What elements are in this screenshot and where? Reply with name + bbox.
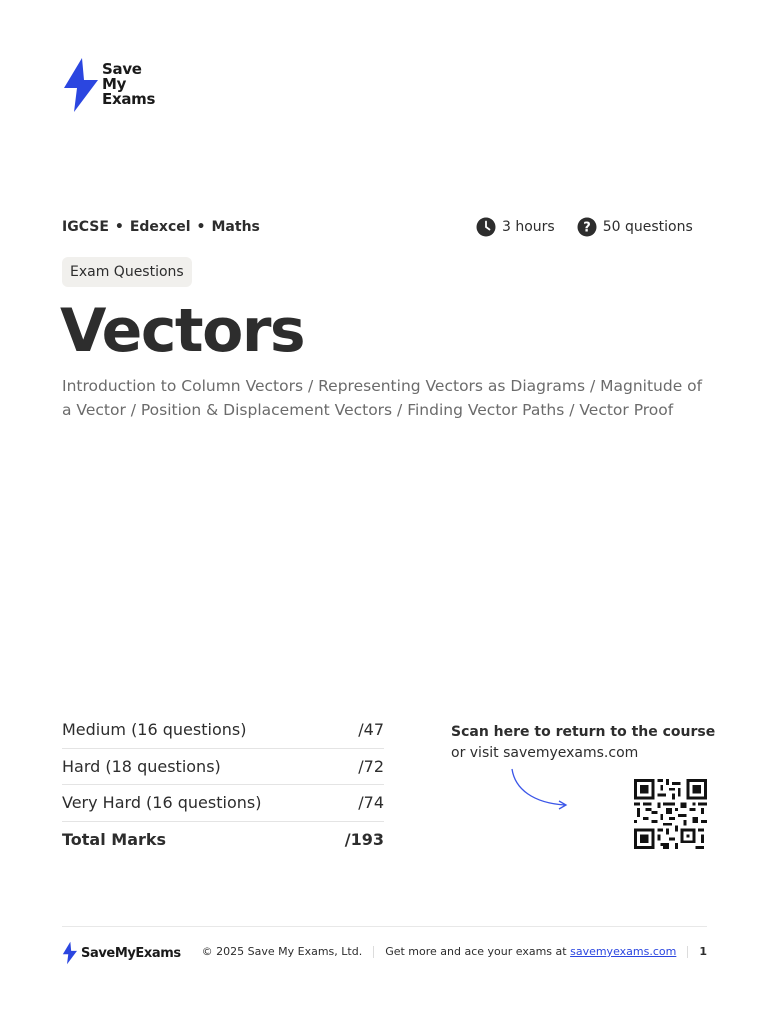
topic-list: Introduction to Column Vectors / Representing Vectors as Diagrams / Magnitude of a Vector / Position & Displacement Vectors / Finding Vector Paths / Vector Proof bbox=[62, 377, 703, 419]
curved-arrow-icon bbox=[505, 765, 575, 815]
footer-info bbox=[202, 945, 707, 958]
footer-logo-text: SaveMyExams bbox=[81, 945, 181, 961]
marks-row-value: /72 bbox=[358, 756, 384, 776]
course-breadcrumb bbox=[62, 219, 260, 235]
question-icon bbox=[577, 217, 597, 237]
brand-logo bbox=[62, 58, 182, 114]
separator-dot: • bbox=[114, 219, 124, 235]
board-label: Edexcel bbox=[129, 219, 191, 235]
footer-separator bbox=[373, 946, 374, 958]
footer-divider bbox=[62, 926, 707, 927]
marks-row-label: Very Hard (16 questions) bbox=[62, 793, 262, 813]
page-title: Vectors bbox=[60, 296, 305, 366]
savemyexams-link[interactable]: savemyexams.com bbox=[570, 945, 677, 958]
questions-text: 50 questions bbox=[602, 219, 693, 235]
logo-line-save: Save bbox=[102, 60, 142, 78]
scan-subtitle: or visit savemyexams.com bbox=[451, 745, 639, 761]
marks-row-label: Medium (16 questions) bbox=[62, 720, 247, 740]
total-label: Total Marks bbox=[62, 830, 167, 850]
marks-row-value: /74 bbox=[358, 793, 384, 813]
marks-row-value: /47 bbox=[358, 720, 384, 740]
footer-cta bbox=[385, 945, 676, 958]
marks-row-label: Hard (18 questions) bbox=[62, 756, 221, 776]
scan-title: Scan here to return to the course bbox=[451, 724, 716, 740]
marks-table bbox=[62, 712, 384, 858]
page-number: 1 bbox=[699, 945, 707, 958]
marks-row-total bbox=[62, 822, 384, 859]
marks-row-hard bbox=[62, 749, 384, 786]
brand-logo-text bbox=[102, 62, 155, 107]
logo-line-my: My bbox=[102, 75, 127, 93]
questions-info bbox=[577, 217, 693, 237]
marks-row-very-hard bbox=[62, 785, 384, 822]
level-label: IGCSE bbox=[62, 219, 109, 235]
copyright-text: © 2025 Save My Exams, Ltd. bbox=[201, 945, 363, 958]
footer-separator bbox=[687, 946, 688, 958]
logo-line-exams: Exams bbox=[102, 90, 156, 108]
scan-block bbox=[451, 722, 721, 764]
subject-label: Maths bbox=[211, 219, 260, 235]
doc-type-badge: Exam Questions bbox=[62, 257, 192, 287]
total-value: /193 bbox=[344, 830, 384, 850]
clock-icon bbox=[476, 217, 496, 237]
lightning-bolt-icon bbox=[62, 941, 77, 965]
exam-info bbox=[476, 217, 693, 237]
footer-cta-text: Get more and ace your exams at bbox=[385, 945, 571, 958]
duration-text: 3 hours bbox=[502, 219, 555, 235]
lightning-bolt-icon bbox=[62, 58, 98, 112]
svg-text:?: ? bbox=[582, 220, 591, 236]
duration-info bbox=[476, 217, 555, 237]
separator-dot: • bbox=[196, 219, 206, 235]
qr-code[interactable] bbox=[634, 779, 707, 849]
marks-row-medium bbox=[62, 712, 384, 749]
footer-logo bbox=[62, 941, 181, 965]
